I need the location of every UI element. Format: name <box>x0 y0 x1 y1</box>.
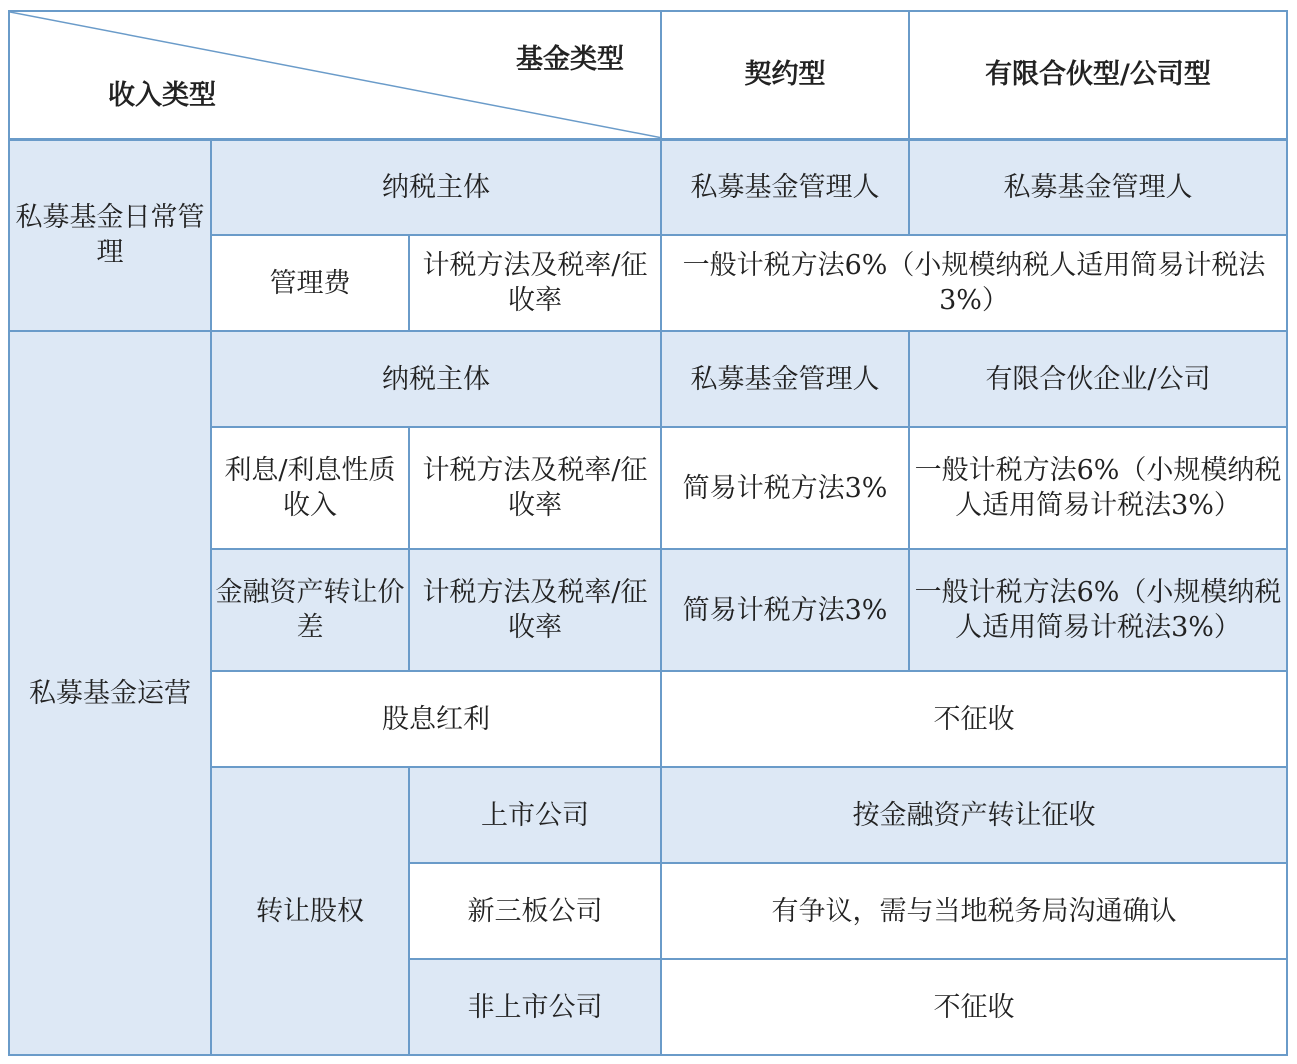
header-row <box>9 11 1287 139</box>
unlisted-company-value: 不征收 <box>661 959 1287 1055</box>
listed-company-value: 按金融资产转让征收 <box>661 767 1287 863</box>
financial-partnership-value: 一般计税方法6%（小规模纳税人适用简易计税法3%） <box>909 549 1287 671</box>
management-fee-label: 管理费 <box>211 235 409 331</box>
tax-comparison-table <box>8 10 1288 1056</box>
tax-method-label: 计税方法及税率/征收率 <box>409 549 661 671</box>
taxpayer-partnership-value: 私募基金管理人 <box>909 139 1287 235</box>
dividend-label: 股息红利 <box>211 671 661 767</box>
taxpayer-contract-value: 私募基金管理人 <box>661 139 909 235</box>
tax-method-label: 计税方法及税率/征收率 <box>409 427 661 549</box>
financial-transfer-label: 金融资产转让价差 <box>211 549 409 671</box>
listed-company-label: 上市公司 <box>409 767 661 863</box>
interest-contract-value: 简易计税方法3% <box>661 427 909 549</box>
equity-transfer-label: 转让股权 <box>211 767 409 1055</box>
partnership-company-type-header: 有限合伙型/公司型 <box>909 11 1287 139</box>
operation-section-label: 私募基金运营 <box>9 331 211 1055</box>
fund-type-label: 基金类型 <box>516 44 624 75</box>
taxpayer-partnership-value: 有限合伙企业/公司 <box>909 331 1287 427</box>
table-row <box>9 331 1287 427</box>
financial-contract-value: 简易计税方法3% <box>661 549 909 671</box>
table-row <box>9 139 1287 235</box>
taxpayer-label: 纳税主体 <box>211 139 661 235</box>
contract-type-header: 契约型 <box>661 11 909 139</box>
taxpayer-contract-value: 私募基金管理人 <box>661 331 909 427</box>
interest-income-label: 利息/利息性质收入 <box>211 427 409 549</box>
dividend-value: 不征收 <box>661 671 1287 767</box>
tax-method-label: 计税方法及税率/征收率 <box>409 235 661 331</box>
daily-management-section-label: 私募基金日常管理 <box>9 139 211 331</box>
taxpayer-label: 纳税主体 <box>211 331 661 427</box>
neeq-company-value: 有争议，需与当地税务局沟通确认 <box>661 863 1287 959</box>
management-fee-tax-value: 一般计税方法6%（小规模纳税人适用简易计税法3%） <box>661 235 1287 331</box>
diagonal-header-cell <box>9 11 661 139</box>
neeq-company-label: 新三板公司 <box>409 863 661 959</box>
interest-partnership-value: 一般计税方法6%（小规模纳税人适用简易计税法3%） <box>909 427 1287 549</box>
income-type-label: 收入类型 <box>108 80 216 111</box>
unlisted-company-label: 非上市公司 <box>409 959 661 1055</box>
